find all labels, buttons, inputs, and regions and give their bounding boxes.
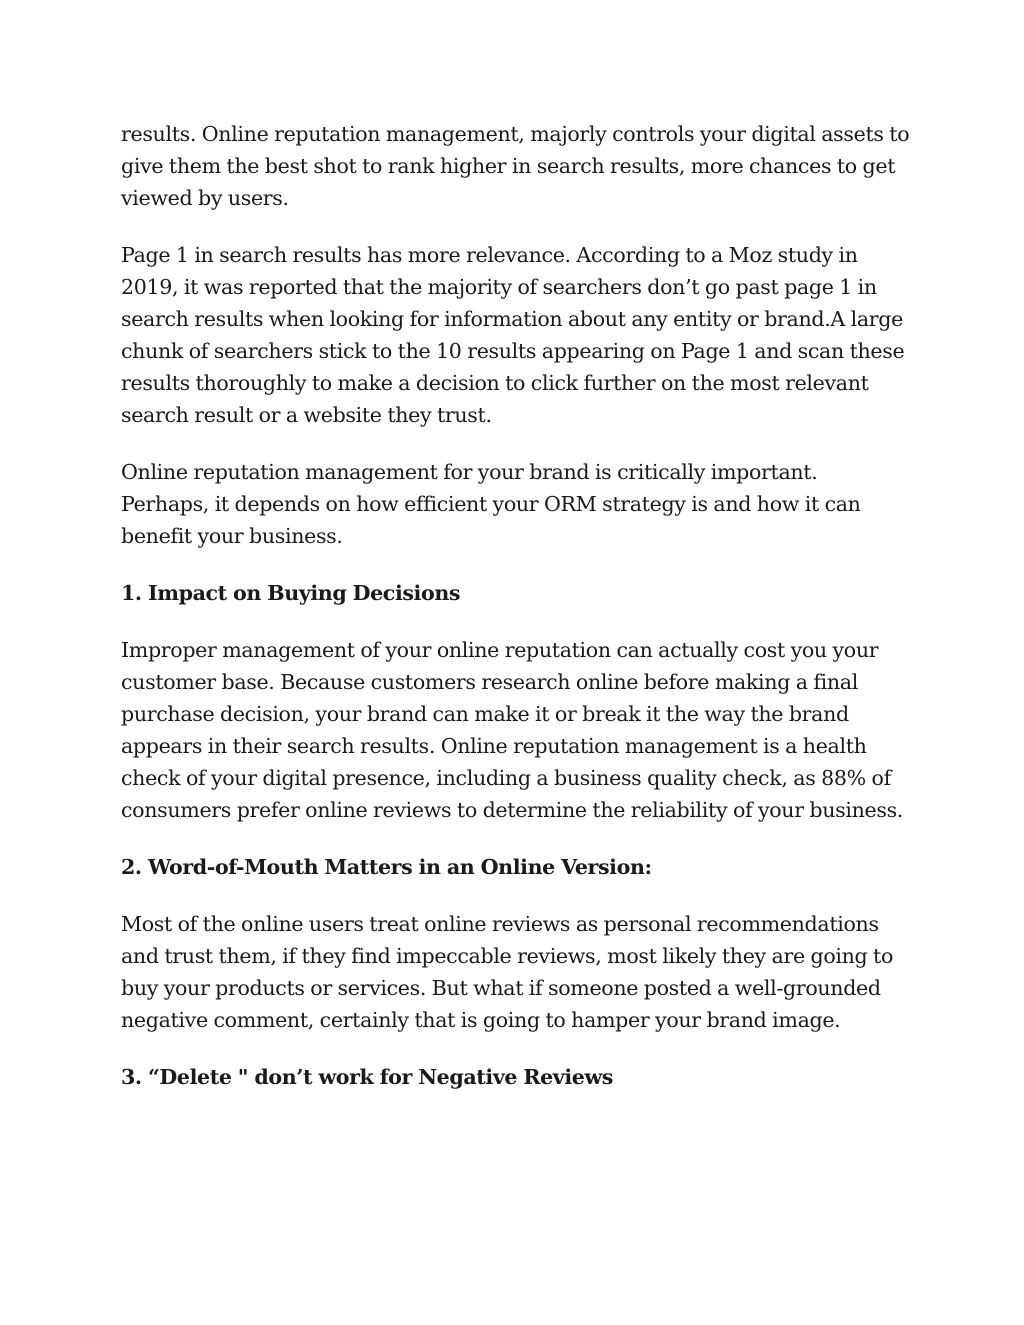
paragraph-online-reviews: Most of the online users treat online reviews as personal recommendations and trust them, if they find impeccable reviews, most likely they are going to buy your products or services. But what if someone posted a well-grounded negative comment, certainly that is going to hamper your brand image. — [121, 912, 894, 1032]
heading-buying-decisions: 1. Impact on Buying Decisions — [121, 581, 461, 605]
heading-negative-reviews: 3. “Delete " don’t work for Negative Reviews — [121, 1065, 613, 1089]
heading-word-of-mouth: 2. Word-of-Mouth Matters in an Online Version: — [121, 855, 652, 879]
paragraph-improper-management: Improper management of your online reputation can actually cost you your customer base. Because customers research online before making a final purchase decision, your brand can make it or break it the way the brand appears in their search results. Online reputation management is a health check of your digital presence, including a business quality check, as 88% of consumers prefer online reviews to determine the reliability of your business. — [121, 638, 903, 822]
paragraph-orm-importance: Online reputation management for your brand is critically important. Perhaps, it depends on how efficient your ORM strategy is and how it can benefit your business. — [121, 460, 861, 548]
paragraph-search-results: results. Online reputation management, majorly controls your digital assets to give them the best shot to rank higher in search results, more chances to get viewed by users. — [121, 122, 910, 210]
paragraph-page-one-relevance: Page 1 in search results has more relevance. According to a Moz study in 2019, it was reported that the majority of searchers don’t go past page 1 in search results when looking for information about any entity or brand.A large chunk of searchers stick to the 10 results appearing on Page 1 and scan these results thoroughly to make a decision to click further on the most relevant search result or a website they trust. — [121, 243, 905, 427]
document-page — [121, 118, 911, 1118]
